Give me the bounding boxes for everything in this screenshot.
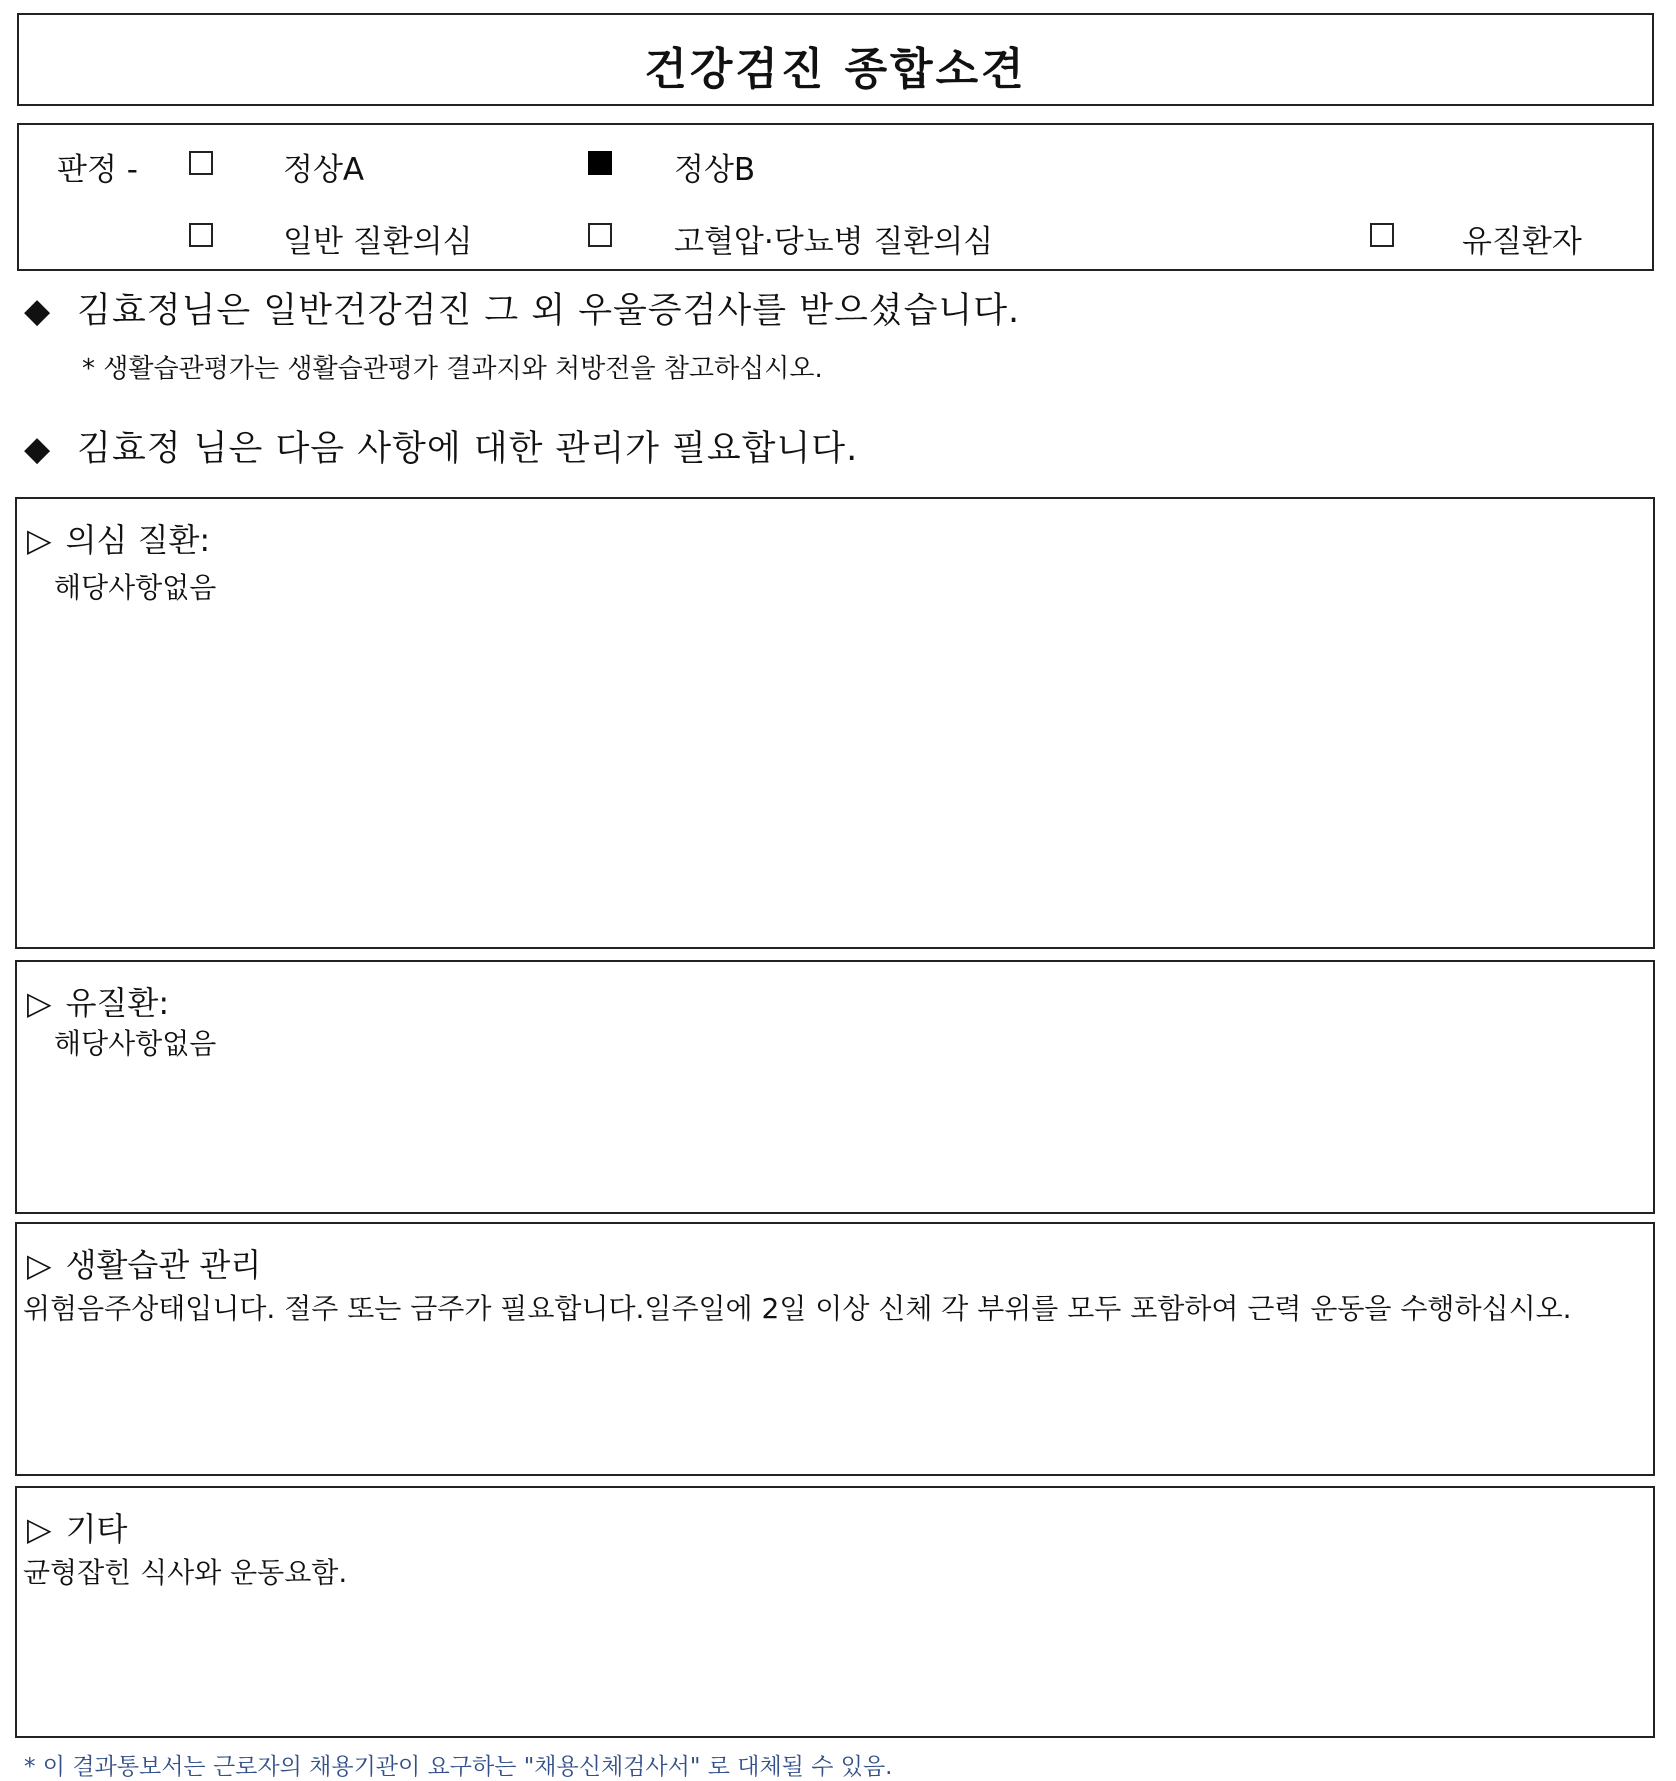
- section-title-text: 유질환:: [65, 984, 170, 1022]
- triangle-marker-icon: ▷: [27, 521, 52, 559]
- section-suspected-disease: [15, 497, 1655, 949]
- section-title-text: 기타: [65, 1510, 128, 1548]
- triangle-marker-icon: ▷: [27, 1510, 52, 1548]
- checkbox-normal-a[interactable]: [189, 151, 213, 175]
- option-normal-a-label: 정상A: [283, 152, 365, 188]
- section-body-suspected-disease: 해당사항없음: [54, 571, 217, 604]
- footer-note: * 이 결과통보서는 근로자의 채용기관이 요구하는 "채용신체검사서" 로 대체될 수 있음.: [24, 1754, 893, 1780]
- option-existing-patient-label: 유질환자: [1462, 224, 1582, 260]
- diamond-bullet-icon: ◆: [24, 291, 52, 331]
- section-title-other: [27, 1504, 127, 1550]
- summary-text-2: 김효정 님은 다음 사항에 대한 관리가 필요합니다.: [77, 429, 859, 469]
- page-title: 건강검진 종합소견: [644, 44, 1027, 95]
- judgment-box: [17, 123, 1654, 271]
- section-title-existing-disease: [27, 978, 169, 1024]
- judgment-label: 판정 -: [57, 152, 138, 188]
- checkbox-existing-patient[interactable]: [1370, 223, 1394, 247]
- section-title-text: 생활습관 관리: [65, 1246, 262, 1284]
- section-body-lifestyle: 위험음주상태입니다. 절주 또는 금주가 필요합니다.일주일에 2일 이상 신체 각 부위를 모두 포함하여 근력 운동을 수행하십시오.: [23, 1292, 1572, 1325]
- checkbox-hypertension-diabetes[interactable]: [588, 223, 612, 247]
- title-box: [17, 13, 1654, 106]
- summary-line-2: [24, 421, 858, 471]
- section-body-other: 균형잡힌 식사와 운동요함.: [23, 1556, 348, 1589]
- triangle-marker-icon: ▷: [27, 1246, 52, 1284]
- option-general-disease-label: 일반 질환의심: [283, 224, 473, 260]
- lifestyle-note: * 생활습관평가는 생활습관평가 결과지와 처방전을 참고하십시오.: [82, 354, 823, 384]
- checkbox-normal-b[interactable]: [588, 151, 612, 175]
- summary-line-1: [24, 283, 1020, 333]
- section-other: [15, 1486, 1655, 1738]
- section-existing-disease: [15, 960, 1655, 1214]
- summary-text-1: 김효정님은 일반건강검진 그 외 우울증검사를 받으셨습니다.: [77, 291, 1021, 331]
- option-normal-b-label: 정상B: [674, 152, 756, 188]
- section-body-existing-disease: 해당사항없음: [54, 1027, 217, 1060]
- diamond-bullet-icon: ◆: [24, 429, 52, 469]
- section-title-text: 의심 질환:: [65, 521, 211, 559]
- section-title-suspected-disease: [27, 515, 210, 561]
- section-title-lifestyle: [27, 1240, 261, 1286]
- option-hypertension-diabetes-label: 고혈압·당뇨병 질환의심: [674, 224, 994, 260]
- triangle-marker-icon: ▷: [27, 984, 52, 1022]
- checkbox-general-disease[interactable]: [189, 223, 213, 247]
- section-lifestyle: [15, 1222, 1655, 1476]
